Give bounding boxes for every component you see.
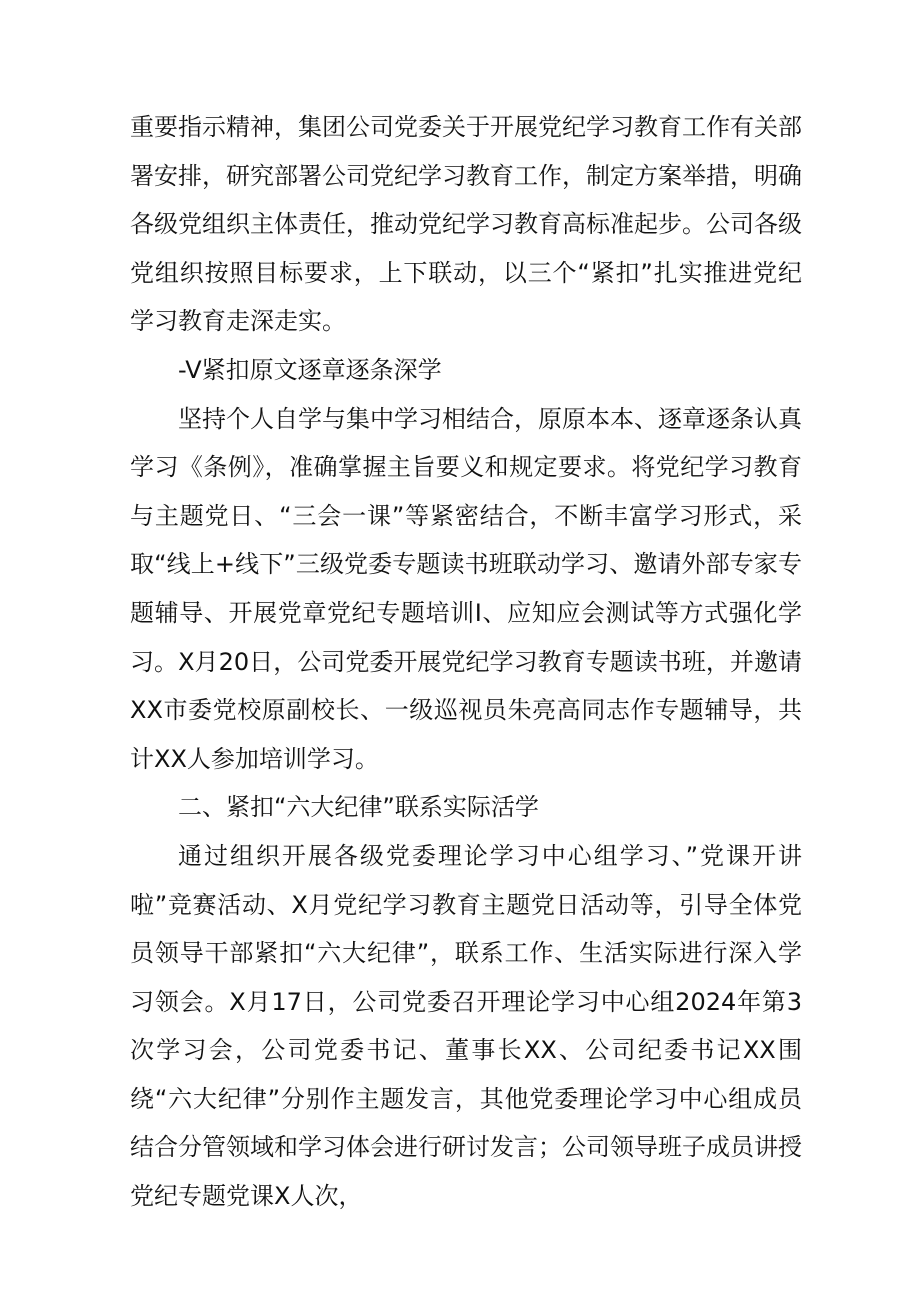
section-heading-2: 二、紧扣“六大纪律”联系实际活学 xyxy=(178,793,539,822)
paragraph-intro: 重要指示精神，集团公司党委关于开展党纪学习教育工作有关部署安排，研究部署公司党纪学习教育工作，制定方案举措，明确各级党组织主体责任，推动党纪学习教育高标准起步。公司各级党组织按照目标要求，上下联动，以三个“紧扣”扎实推进党纪学习教育走深走实。 xyxy=(130,113,802,336)
paragraph-section-2: 通过组织开展各级党委理论学习中心组学习、”党课开讲啦”竞赛活动、X月党纪学习教育主题党日活动等，引导全体党员领导干部紧扣“六大纪律”，联系工作、生活实际进行深入学习领会。X月17日，公司党委召开理论学习中心组2024年第3次学习会，公司党委书记、董事长XX、公司纪委书记XX围绕“六大纪律”分别作主题发言，其他党委理论学习中心组成员结合分管领域和学习体会进行研讨发言；公司领导班子成员讲授党纪专题党课X人次， xyxy=(130,841,802,1211)
paragraph-section-1: 坚持个人自学与集中学习相结合，原原本本、逐章逐条认真学习《条例》，准确掌握主旨要义和规定要求。将党纪学习教育与主题党日、“三会一课”等紧密结合，不断丰富学习形式，采取“线上+线下”三级党委专题读书班联动学习、邀请外部专家专题辅导、开展党章党纪专题培训I、应知应会测试等方式强化学习。X月20日，公司党委开展党纪学习教育专题读书班，并邀请XX市委党校原副校长、一级巡视员朱亮高同志作专题辅导，共计XX人参加培训学习。 xyxy=(130,404,802,773)
document-body xyxy=(130,103,802,1221)
section-heading-1: -V紧扣原文逐章逐条深学 xyxy=(178,355,442,384)
